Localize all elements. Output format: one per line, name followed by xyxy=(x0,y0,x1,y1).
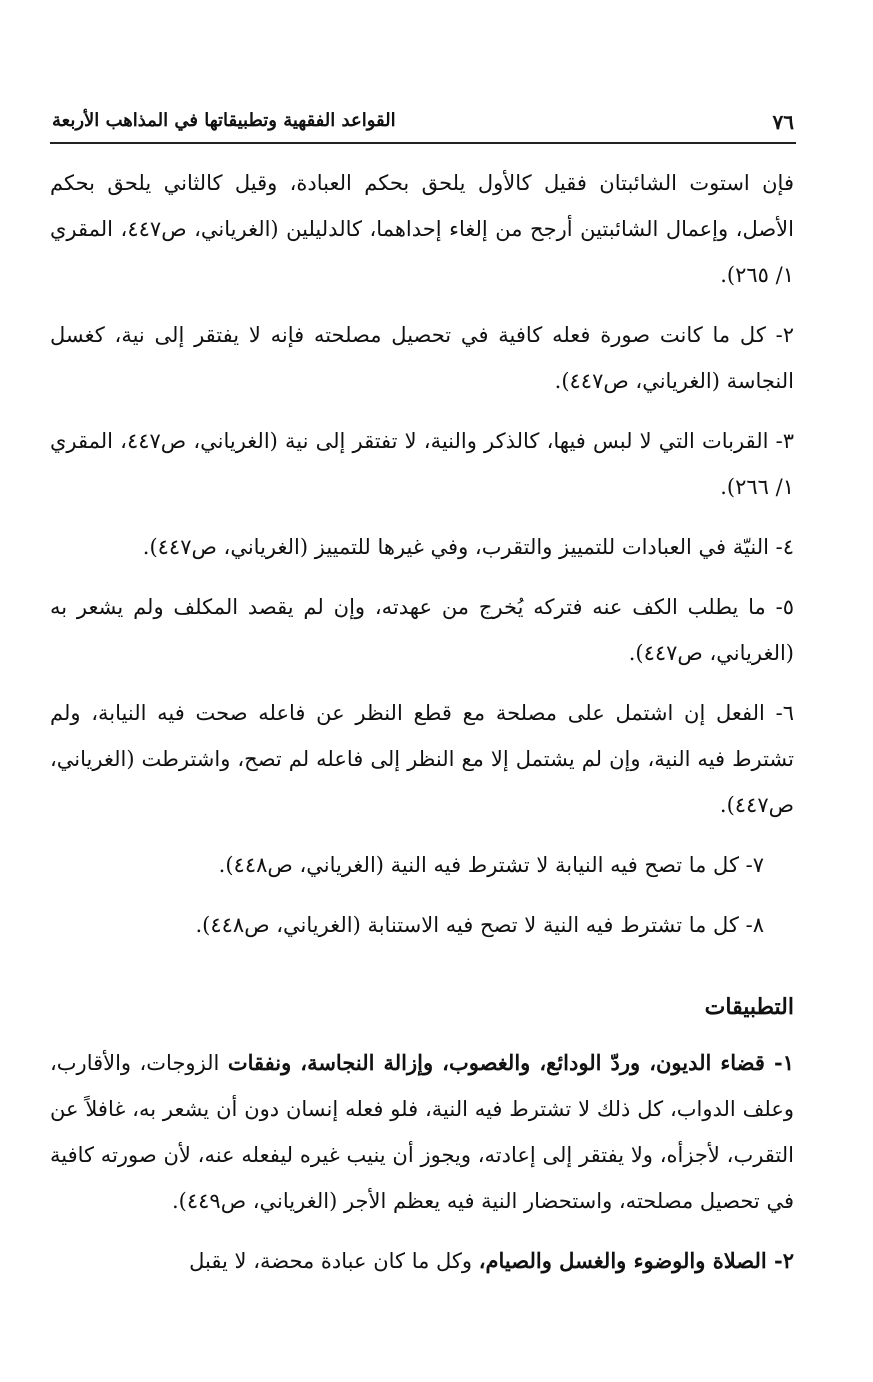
running-title: القواعد الفقهية وتطبيقاتها في المذاهب الأربعة xyxy=(52,110,396,131)
page-body xyxy=(50,160,794,1298)
section-heading-applications: التطبيقات xyxy=(704,994,794,1020)
application-1-lead: ١- قضاء الديون، وردّ الودائع، والغصوب، وإزالة النجاسة، ونفقات xyxy=(227,1050,794,1075)
application-2-lead: ٢- الصلاة والوضوء والغسل والصيام، xyxy=(478,1248,794,1273)
rule-3: ٣- القربات التي لا لبس فيها، كالذكر والنية، لا تفتقر إلى نية (الغرياني، ص٤٤٧، المقري ١/ ٢٦٦). xyxy=(50,429,794,499)
rule-2: ٢- كل ما كانت صورة فعله كافية في تحصيل مصلحته فإنه لا يفتقر إلى نية، كغسل النجاسة (الغرياني، ص٤٤٧). xyxy=(50,323,794,393)
paragraph-continuation: فإن استوت الشائبتان فقيل كالأول يلحق بحكم العبادة، وقيل كالثاني يلحق بحكم الأصل، وإعمال الشائبتين أرجح من إلغاء إحداهما، كالدليلين (الغرياني، ص٤٤٧، المقري ١/ ٢٦٥). xyxy=(50,171,794,287)
application-1-text: الزوجات، والأقارب، وعلف الدواب، كل ذلك لا تشترط فيه النية، فلو فعله إنسان دون أن يشعر به، غافلاً عن التقرب، لأجزأه، ولا يفتقر إلى إعادته، ويجوز أن ينيب غيره ليفعله عنه، لأن صورته كافية في تحصيل مصلحته، واستحضار النية فيه يعظم الأجر (الغرياني، ص٤٤٩). xyxy=(50,1051,794,1213)
application-2-text: وكل ما كان عبادة محضة، لا يقبل xyxy=(189,1249,479,1273)
application-2 xyxy=(50,1238,794,1284)
rule-5: ٥- ما يطلب الكف عنه فتركه يُخرج من عهدته، وإن لم يقصد المكلف ولم يشعر به (الغرياني، ص٤٤٧). xyxy=(50,595,794,665)
rule-4: ٤- النيّة في العبادات للتمييز والتقرب، وفي غيرها للتمييز (الغرياني، ص٤٤٧). xyxy=(142,535,794,559)
header-divider xyxy=(50,142,796,144)
rule-8: ٨- كل ما تشترط فيه النية لا تصح فيه الاستنابة (الغرياني، ص٤٤٨). xyxy=(195,913,764,937)
rule-6: ٦- الفعل إن اشتمل على مصلحة مع قطع النظر عن فاعله صحت فيه النيابة، ولم تشترط فيه النية، وإن لم يشتمل إلا مع النظر إلى فاعله لم تصح، واشترطت (الغرياني، ص٤٤٧). xyxy=(50,701,794,817)
page-header xyxy=(52,104,794,138)
rule-7: ٧- كل ما تصح فيه النيابة لا تشترط فيه النية (الغرياني، ص٤٤٨). xyxy=(218,853,764,877)
page-number: ٧٦ xyxy=(772,110,794,134)
application-1 xyxy=(50,1040,794,1224)
